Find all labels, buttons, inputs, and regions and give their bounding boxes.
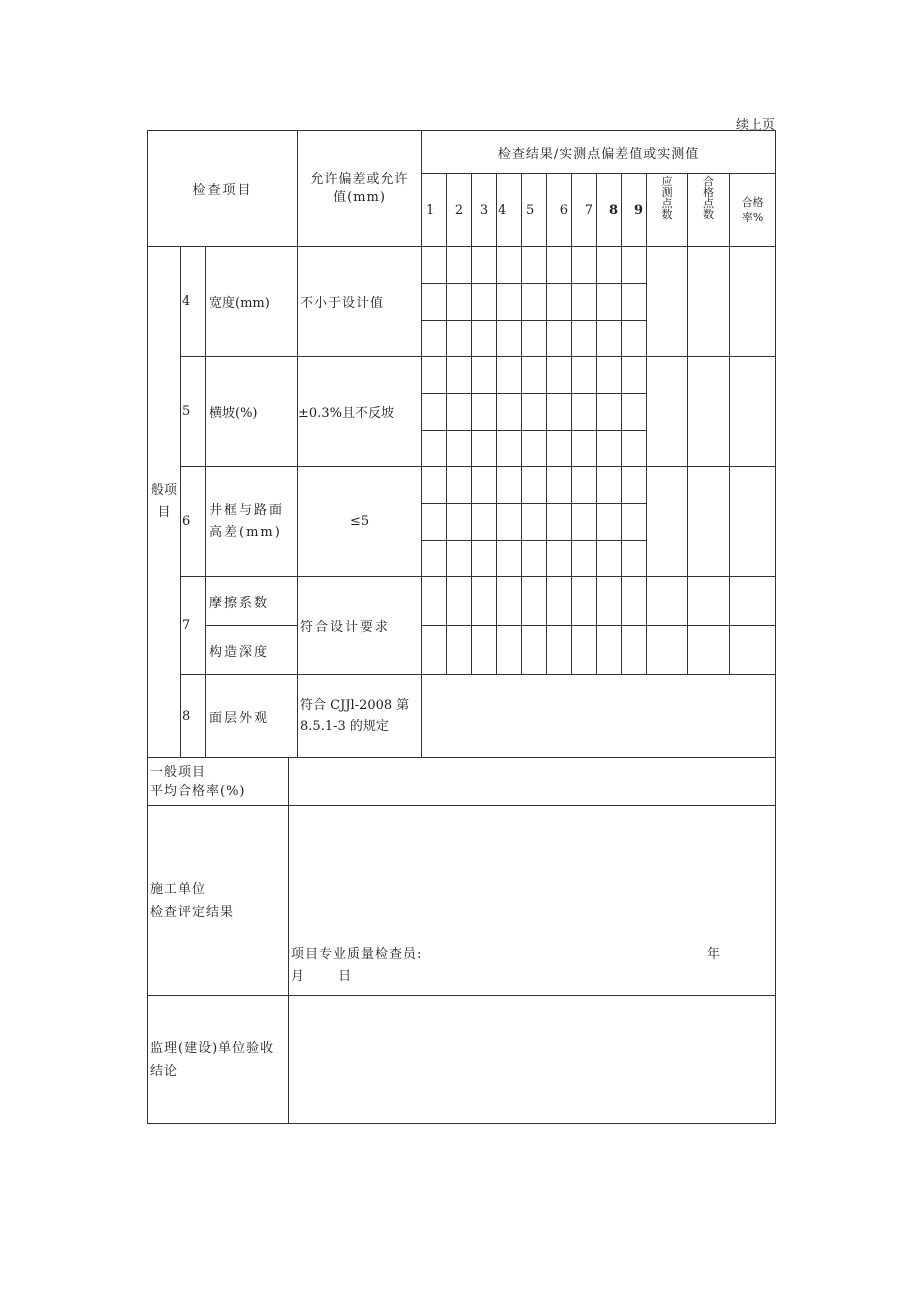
month-day-label: 月 日 [291, 969, 353, 984]
supervision-label: 监理(建设)单位验收结论 [148, 996, 289, 1124]
row-4-no: 4 [181, 247, 206, 357]
row-7-no: 7 [181, 577, 206, 675]
avg-rate-label: 一般项目 平均合格率(%) [148, 758, 289, 806]
inspector-label: 项目专业质量检查员: [291, 947, 423, 962]
point-3: 3 [472, 174, 497, 247]
header-pass-rate: 合格率% [730, 174, 776, 247]
row-6-no: 6 [181, 467, 206, 577]
point-4: 4 [497, 174, 522, 247]
construction-result [289, 806, 776, 996]
supervision-result [289, 996, 776, 1124]
header-tolerance: 允许偏差或允许值(mm) [298, 131, 422, 247]
point-2: 2 [447, 174, 472, 247]
row-4-tolerance: 不小于设计值 [298, 247, 422, 357]
row-7-tolerance: 符合设计要求 [298, 577, 422, 675]
row-5-name: 横坡(%) [206, 357, 298, 467]
point-9: 9 [622, 174, 647, 247]
header-should-count: 应测点数 [647, 174, 688, 247]
header-pass-count: 合格点数 [688, 174, 730, 247]
header-results: 检查结果/实测点偏差值或实测值 [422, 131, 776, 174]
continued-label: 续上页 [736, 118, 776, 133]
header-item: 检查项目 [148, 131, 298, 247]
row-7-name-a: 摩擦系数 [206, 577, 298, 626]
avg-rate-value [289, 758, 776, 806]
point-5: 5 [522, 174, 547, 247]
point-7: 7 [572, 174, 597, 247]
point-1: 1 [422, 174, 447, 247]
row-5-tolerance: ±0.3%且不反坡 [298, 357, 422, 467]
inspection-table [147, 130, 776, 758]
row-5-no: 5 [181, 357, 206, 467]
row-6-tolerance: ≤5 [298, 467, 422, 577]
point-6: 6 [547, 174, 572, 247]
row-8-name: 面层外观 [206, 675, 298, 758]
row-8-no: 8 [181, 675, 206, 758]
point-8: 8 [597, 174, 622, 247]
row-7-name-b: 构造深度 [206, 626, 298, 675]
evaluation-table [147, 757, 776, 1124]
construction-label: 施工单位 检查评定结果 [148, 806, 289, 996]
row-4-name: 宽度(mm) [206, 247, 298, 357]
row-6-name: 井框与路面高差(mm) [206, 467, 298, 577]
category-label: 般项目 [148, 247, 181, 758]
year-label: 年 [707, 947, 722, 962]
row-8-tolerance: 符合 CJJl-2008 第 8.5.1-3 的规定 [298, 675, 422, 758]
